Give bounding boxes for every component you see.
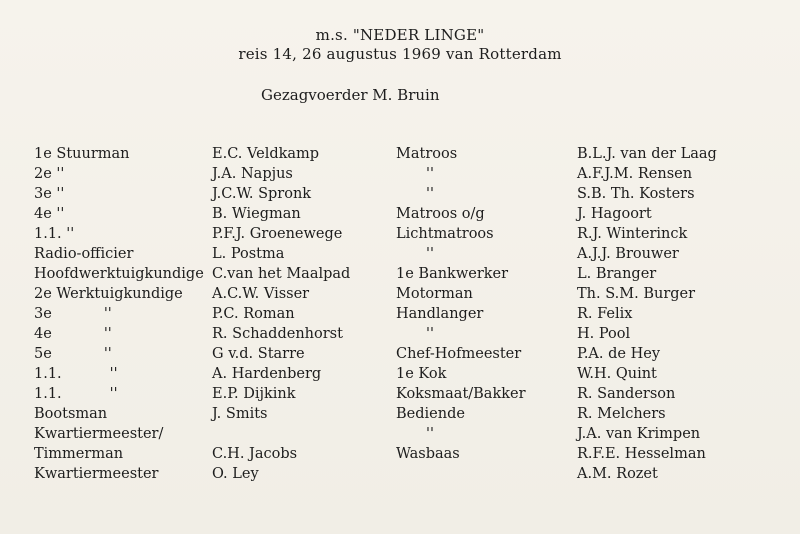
- rank-item: [396, 166, 526, 186]
- rank-item: [34, 246, 204, 266]
- rank-item: Lichtmatroos: [396, 226, 494, 242]
- crew-name: A.J.J. Brouwer: [577, 246, 679, 262]
- rank-item: [34, 466, 204, 486]
- voyage-subtitle: reis 14, 26 augustus 1969 van Rotterdam: [238, 45, 562, 63]
- rank-item: Matroos o/g: [396, 206, 485, 222]
- crew-name: E.P. Dijkink: [212, 386, 296, 402]
- rank-text: 4e: [34, 326, 52, 342]
- crew-name: A. Hardenberg: [212, 366, 322, 382]
- ditto-mark: '': [103, 346, 112, 362]
- rank-item: [34, 386, 204, 406]
- crew-name: O. Ley: [212, 466, 259, 482]
- rank-item: [34, 446, 204, 466]
- crew-name: J.A. Napjus: [212, 166, 293, 182]
- crew-name: R. Sanderson: [577, 386, 676, 402]
- crew-name: R. Felix: [577, 306, 633, 322]
- crew-name: L. Postma: [212, 246, 285, 262]
- crew-name: J. Smits: [212, 406, 268, 422]
- crew-name: B.L.J. van der Laag: [577, 146, 717, 162]
- ditto-mark: '': [109, 366, 118, 382]
- rank-item: [34, 266, 204, 286]
- rank-item: 1e Bankwerker: [396, 266, 509, 282]
- rank-text: 5e: [34, 346, 52, 362]
- rank-text: Hoofdwerktuigkundige: [34, 266, 204, 282]
- rank-item: [34, 206, 204, 226]
- crew-name: R. Melchers: [577, 406, 666, 422]
- rank-item: [34, 306, 204, 326]
- crew-name: H. Pool: [577, 326, 631, 342]
- rank-item: Koksmaat/Bakker: [396, 386, 526, 402]
- ditto-mark: '': [426, 166, 434, 182]
- ditto-mark: '': [426, 426, 434, 442]
- rank-text: Kwartiermeester/: [34, 426, 164, 442]
- right-names-column: [577, 146, 717, 486]
- rank-item: Handlanger: [396, 306, 484, 322]
- rank-item: [34, 346, 204, 366]
- rank-text: Radio-officier: [34, 246, 134, 262]
- crew-name: R.J. Winterinck: [577, 226, 688, 242]
- rank-item: Motorman: [396, 286, 473, 302]
- captain-line: Gezagvoerder M. Bruin: [261, 86, 440, 104]
- rank-item: [34, 406, 204, 426]
- rank-item: [396, 426, 526, 446]
- crew-name: E.C. Veldkamp: [212, 146, 320, 162]
- rank-item: [34, 166, 204, 186]
- crew-name: [212, 426, 350, 446]
- rank-text: 1.1. '': [34, 226, 75, 242]
- crew-name: A.F.J.M. Rensen: [577, 166, 693, 182]
- crew-name: S.B. Th. Kosters: [577, 186, 695, 202]
- rank-item: [34, 426, 204, 446]
- ditto-mark: '': [426, 186, 434, 202]
- crew-name: R. Schaddenhorst: [212, 326, 343, 342]
- ditto-mark: '': [426, 246, 434, 262]
- rank-text: 2e Werktuigkundige: [34, 286, 183, 302]
- rank-text: 3e: [34, 306, 52, 322]
- rank-item: [34, 226, 204, 246]
- crew-name: W.H. Quint: [577, 366, 657, 382]
- ditto-mark: '': [426, 326, 434, 342]
- rank-item: [34, 366, 204, 386]
- crew-name: L. Branger: [577, 266, 657, 282]
- rank-item: [396, 186, 526, 206]
- rank-item: [34, 186, 204, 206]
- rank-item: [34, 286, 204, 306]
- crew-name: G v.d. Starre: [212, 346, 305, 362]
- crew-name: Th. S.M. Burger: [577, 286, 696, 302]
- rank-item: 1e Kok: [396, 366, 447, 382]
- crew-name: J.A. van Krimpen: [577, 426, 701, 442]
- rank-item: Wasbaas: [396, 446, 460, 462]
- rank-text: 3e '': [34, 186, 65, 202]
- rank-text: Bootsman: [34, 406, 108, 422]
- crew-name: R.F.E. Hesselman: [577, 446, 706, 462]
- rank-item: [396, 326, 526, 346]
- rank-item: Chef-Hofmeester: [396, 346, 522, 362]
- rank-text: 1e Stuurman: [34, 146, 130, 162]
- crew-name: J.C.W. Spronk: [212, 186, 312, 202]
- rank-text: 4e '': [34, 206, 65, 222]
- rank-item: Matroos: [396, 146, 458, 162]
- crew-name: P.A. de Hey: [577, 346, 661, 362]
- rank-text: 1.1.: [34, 386, 62, 402]
- crew-name: C.van het Maalpad: [212, 266, 351, 282]
- crew-name: C.H. Jacobs: [212, 446, 298, 462]
- crew-name: J. Hagoort: [577, 206, 652, 222]
- ditto-mark: '': [103, 306, 112, 322]
- crew-name: P.F.J. Groenewege: [212, 226, 343, 242]
- rank-text: Kwartiermeester: [34, 466, 159, 482]
- crew-name: A.C.W. Visser: [212, 286, 310, 302]
- left-names-column: [212, 146, 350, 486]
- rank-text: 1.1.: [34, 366, 62, 382]
- rank-item: [34, 146, 204, 166]
- right-ranks-column: [396, 146, 526, 466]
- rank-text: 2e '': [34, 166, 65, 182]
- rank-item: [396, 246, 526, 266]
- ditto-mark: '': [103, 326, 112, 342]
- crew-name: P.C. Roman: [212, 306, 295, 322]
- ditto-mark: '': [109, 386, 118, 402]
- rank-item: Bediende: [396, 406, 465, 422]
- rank-item: [34, 326, 204, 346]
- ship-title: m.s. "NEDER LINGE": [315, 26, 485, 44]
- rank-text: Timmerman: [34, 446, 124, 462]
- left-ranks-column: [34, 146, 204, 486]
- crew-name: B. Wiegman: [212, 206, 301, 222]
- crew-name: A.M. Rozet: [577, 466, 658, 482]
